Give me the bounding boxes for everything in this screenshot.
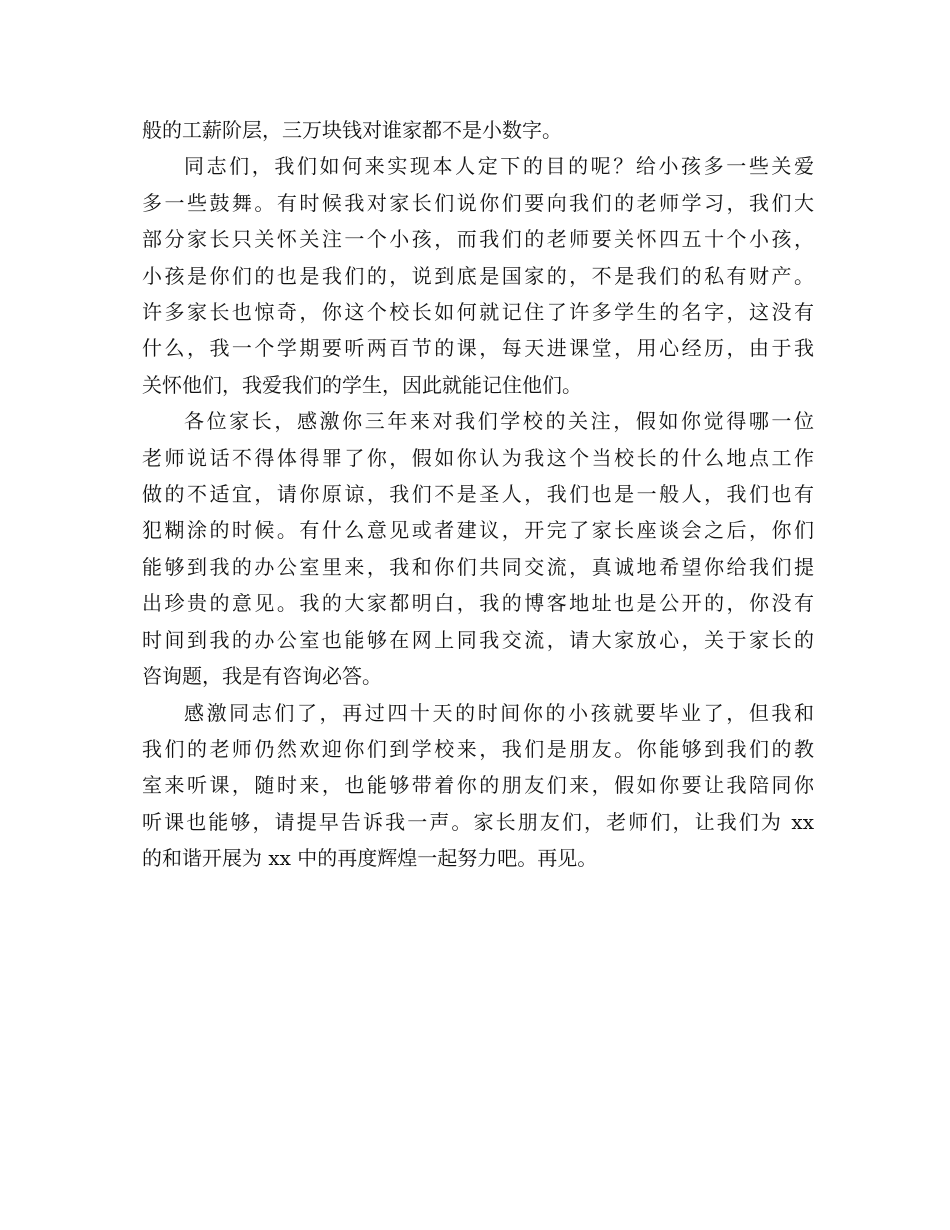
text-line: 室来听课，随时来，也能够带着你的朋友们来，假如你要让我陪同你 [142, 773, 814, 798]
text-line: 时间到我的办公室也能够在网上同我交流，请大家放心，关于家长的 [142, 627, 814, 652]
paragraph-2 [142, 148, 814, 403]
text-line: 感激同志们了，再过四十天的时间你的小孩就要毕业了，但我和 [184, 700, 814, 725]
text-line: 部分家长只关怀关注一个小孩，而我们的老师要关怀四五十个小孩， [142, 227, 814, 252]
text-line: 各位家长，感激你三年来对我们学校的关注，假如你觉得哪一位 [184, 409, 814, 434]
paragraph-1 [142, 112, 814, 148]
text-line: 做的不适宜，请你原谅，我们不是圣人，我们也是一般人，我们也有 [142, 482, 814, 507]
text-line: 能够到我的办公室里来，我和你们共同交流，真诚地希望你给我们提 [142, 554, 814, 579]
text-line: 许多家长也惊奇，你这个校长如何就记住了许多学生的名字，这没有 [142, 300, 814, 325]
text-line: 的和谐开展为 xx 中的再度辉煌一起努力吧。再见。 [142, 846, 598, 871]
text-line: 犯糊涂的时候。有什么意见或者建议，开完了家长座谈会之后，你们 [142, 518, 814, 543]
text-line: 多一些鼓舞。有时候我对家长们说你们要向我们的老师学习，我们大 [142, 190, 814, 215]
paragraph-4 [142, 695, 814, 877]
text-line: 出珍贵的意见。我的大家都明白，我的博客地址也是公开的，你没有 [142, 591, 814, 616]
text-line: 同志们，我们如何来实现本人定下的目的呢？给小孩多一些关爱 [184, 154, 814, 179]
text-line: 般的工薪阶层，三万块钱对谁家都不是小数字。 [142, 118, 562, 142]
text-line: 老师说话不得体得罪了你，假如你认为我这个当校长的什么地点工作 [142, 445, 814, 470]
text-line: 听课也能够，请提早告诉我一声。家长朋友们，老师们，让我们为 xx [142, 809, 814, 834]
text-line: 关怀他们，我爱我们的学生，因此就能记住他们。 [142, 372, 582, 397]
document-body [142, 112, 814, 877]
text-line: 什么，我一个学期要听两百节的课，每天进课堂，用心经历，由于我 [142, 336, 814, 361]
text-line: 咨询题，我是有咨询必答。 [142, 664, 382, 689]
text-line: 小孩是你们的也是我们的，说到底是国家的，不是我们的私有财产。 [142, 263, 814, 288]
text-line: 我们的老师仍然欢迎你们到学校来，我们是朋友。你能够到我们的教 [142, 736, 814, 761]
paragraph-3 [142, 403, 814, 694]
